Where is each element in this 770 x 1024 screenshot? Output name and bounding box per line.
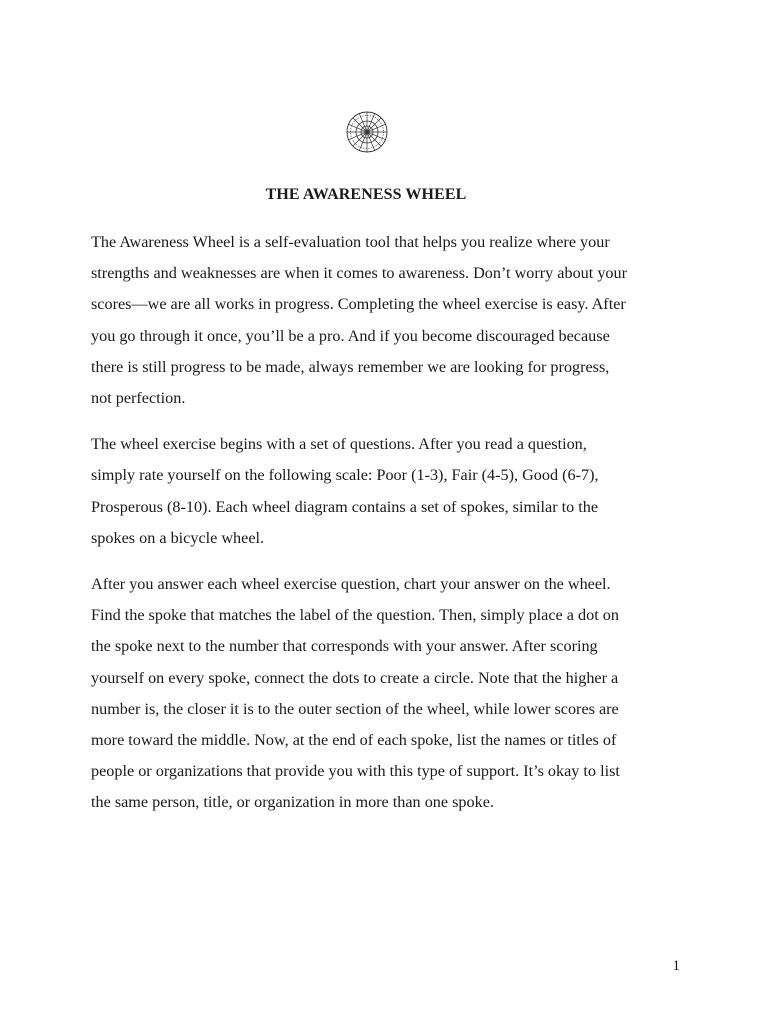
text-line: the same person, title, or organization in more than one spoke.: [91, 793, 494, 812]
text-line: you go through it once, you’ll be a pro. And if you become discouraged because: [91, 326, 610, 345]
text-line: more toward the middle. Now, at the end of each spoke, list the names or titles of: [91, 731, 617, 750]
text-line: After you answer each wheel exercise question, chart your answer on the wheel.: [91, 575, 611, 594]
text-line: there is still progress to be made, always remember we are looking for progress,: [91, 357, 610, 376]
text-line: scores—we are all works in progress. Completing the wheel exercise is easy. After: [91, 295, 626, 314]
text-line: spokes on a bicycle wheel.: [91, 528, 265, 547]
page-number: 1: [672, 958, 680, 974]
paragraph-2: [91, 429, 691, 554]
text-line: not perfection.: [91, 389, 186, 408]
text-line: The wheel exercise begins with a set of questions. After you read a question,: [91, 435, 587, 454]
text-line: Prosperous (8-10). Each wheel diagram contains a set of spokes, similar to the: [91, 497, 599, 516]
text-line: Find the spoke that matches the label of the question. Then, simply place a dot on: [91, 606, 619, 625]
text-line: yourself on every spoke, connect the dots to create a circle. Note that the higher a: [91, 668, 619, 687]
text-line: number is, the closer it is to the outer section of the wheel, while lower scores are: [91, 699, 619, 718]
text-line: the spoke next to the number that corresponds with your answer. After scoring: [91, 637, 598, 656]
paragraph-1: [91, 227, 691, 414]
text-line: strengths and weaknesses are when it comes to awareness. Don’t worry about your: [91, 264, 627, 283]
page-title: THE AWARENESS WHEEL: [265, 186, 467, 203]
body-text: [91, 227, 691, 834]
text-line: simply rate yourself on the following scale: Poor (1-3), Fair (4-5), Good (6-7),: [91, 466, 599, 485]
text-line: people or organizations that provide you with this type of support. It’s okay to list: [91, 762, 620, 781]
wheel-emblem-icon: [345, 110, 389, 154]
text-line: The Awareness Wheel is a self-evaluation tool that helps you realize where your: [91, 233, 610, 251]
paragraph-3: [91, 569, 691, 819]
